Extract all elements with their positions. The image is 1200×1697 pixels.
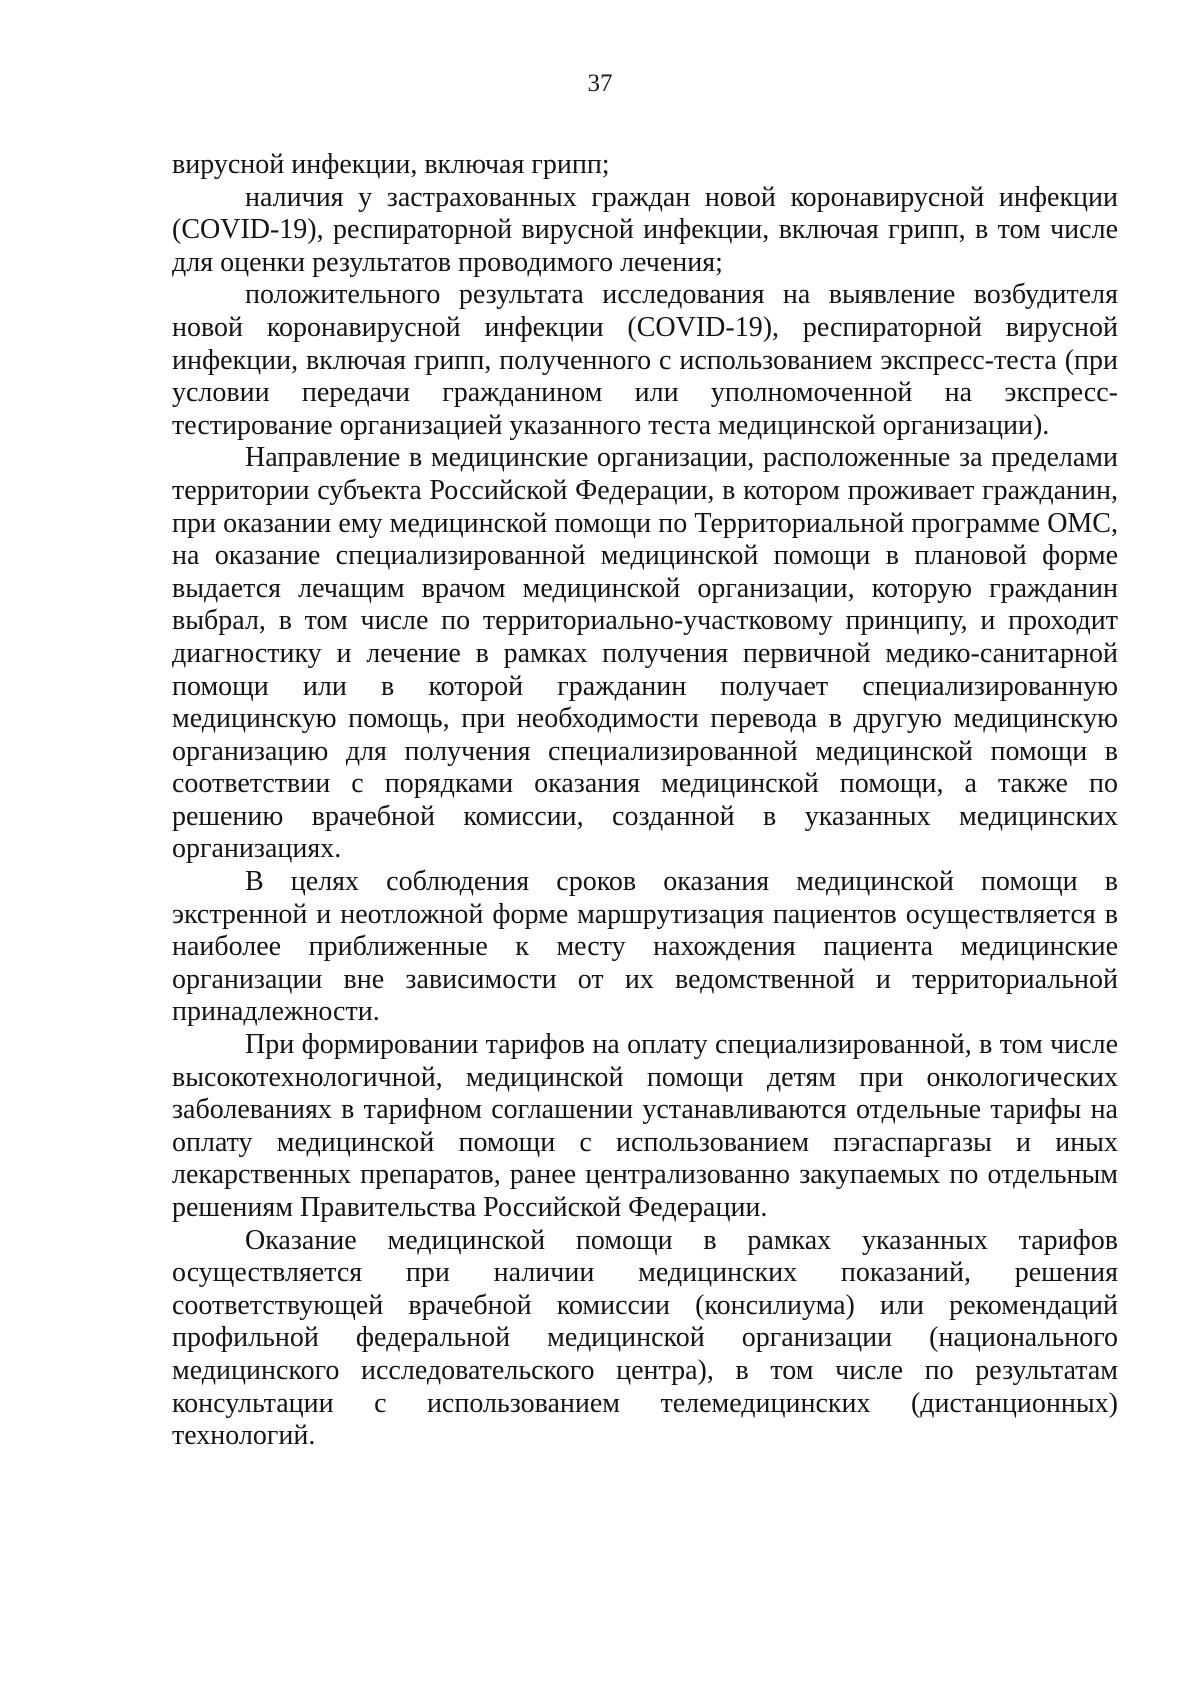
paragraph-emergency-routing: В целях соблюдения сроков оказания медицинской помощи в экстренной и неотложной форме маршрутизация пациентов осуществляется в наиболее приближенные к месту нахождения пациента медицинские организации вне зависимости от их ведомственной и территориальной принадлежности. [172, 866, 1118, 1028]
paragraph-referral: Направление в медицинские организации, расположенные за пределами территории субъекта Российской Федерации, в котором проживает гражданин, при оказании ему медицинской помощи по Территориальной программе ОМС, на оказание специализированной медицинской помощи в плановой форме выдается лечащим врачом медицинской организации, которую гражданин выбрал, в том числе по территориально-участковому принципу, и проходит диагностику и лечение в рамках получения первичной медико-санитарной помощи или в которой гражданин получает специализированную медицинскую помощь, при необходимости перевода в другую медицинскую организацию для получения специализированной медицинской помощи в соответствии с порядками оказания медицинской помощи, а также по решению врачебной комиссии, созданной в указанных медицинских организациях. [172, 442, 1118, 865]
paragraph-tariffs: При формировании тарифов на оплату специализированной, в том числе высокотехнологичной, медицинской помощи детям при онкологических заболеваниях в тарифном соглашении устанавливаются отдельные тарифы на оплату медицинской помощи с использованием пэгаспаргазы и иных лекарственных препаратов, ранее централизованно закупаемых по отдельным решениям Правительства Российской Федерации. [172, 1029, 1118, 1223]
page-number: 37 [587, 70, 613, 97]
paragraph-express-test: положительного результата исследования на выявление возбудителя новой коронавирусной инфекции (COVID-19), респираторной вирусной инфекции, включая грипп, полученного с использованием экспресс-теста (при условии передачи гражданином или уполномоченной на экспресс-тестирование организацией указанного теста медицинской организации). [172, 279, 1118, 441]
document-body [172, 149, 1118, 1453]
paragraph-continuation: вирусной инфекции, включая грипп; [172, 149, 610, 180]
paragraph-covid-presence: наличия у застрахованных граждан новой коронавирусной инфекции (COVID-19), респираторной вирусной инфекции, включая грипп, в том числе для оценки результатов проводимого лечения; [172, 181, 1118, 278]
paragraph-tariff-conditions: Оказание медицинской помощи в рамках указанных тарифов осуществляется при наличии медицинских показаний, решения соответствующей врачебной комиссии (консилиума) или рекомендаций профильной федеральной медицинской организации (национального медицинского исследовательского центра), в том числе по результатам консультации с использованием телемедицинских (дистанционных) технологий. [172, 1224, 1118, 1452]
